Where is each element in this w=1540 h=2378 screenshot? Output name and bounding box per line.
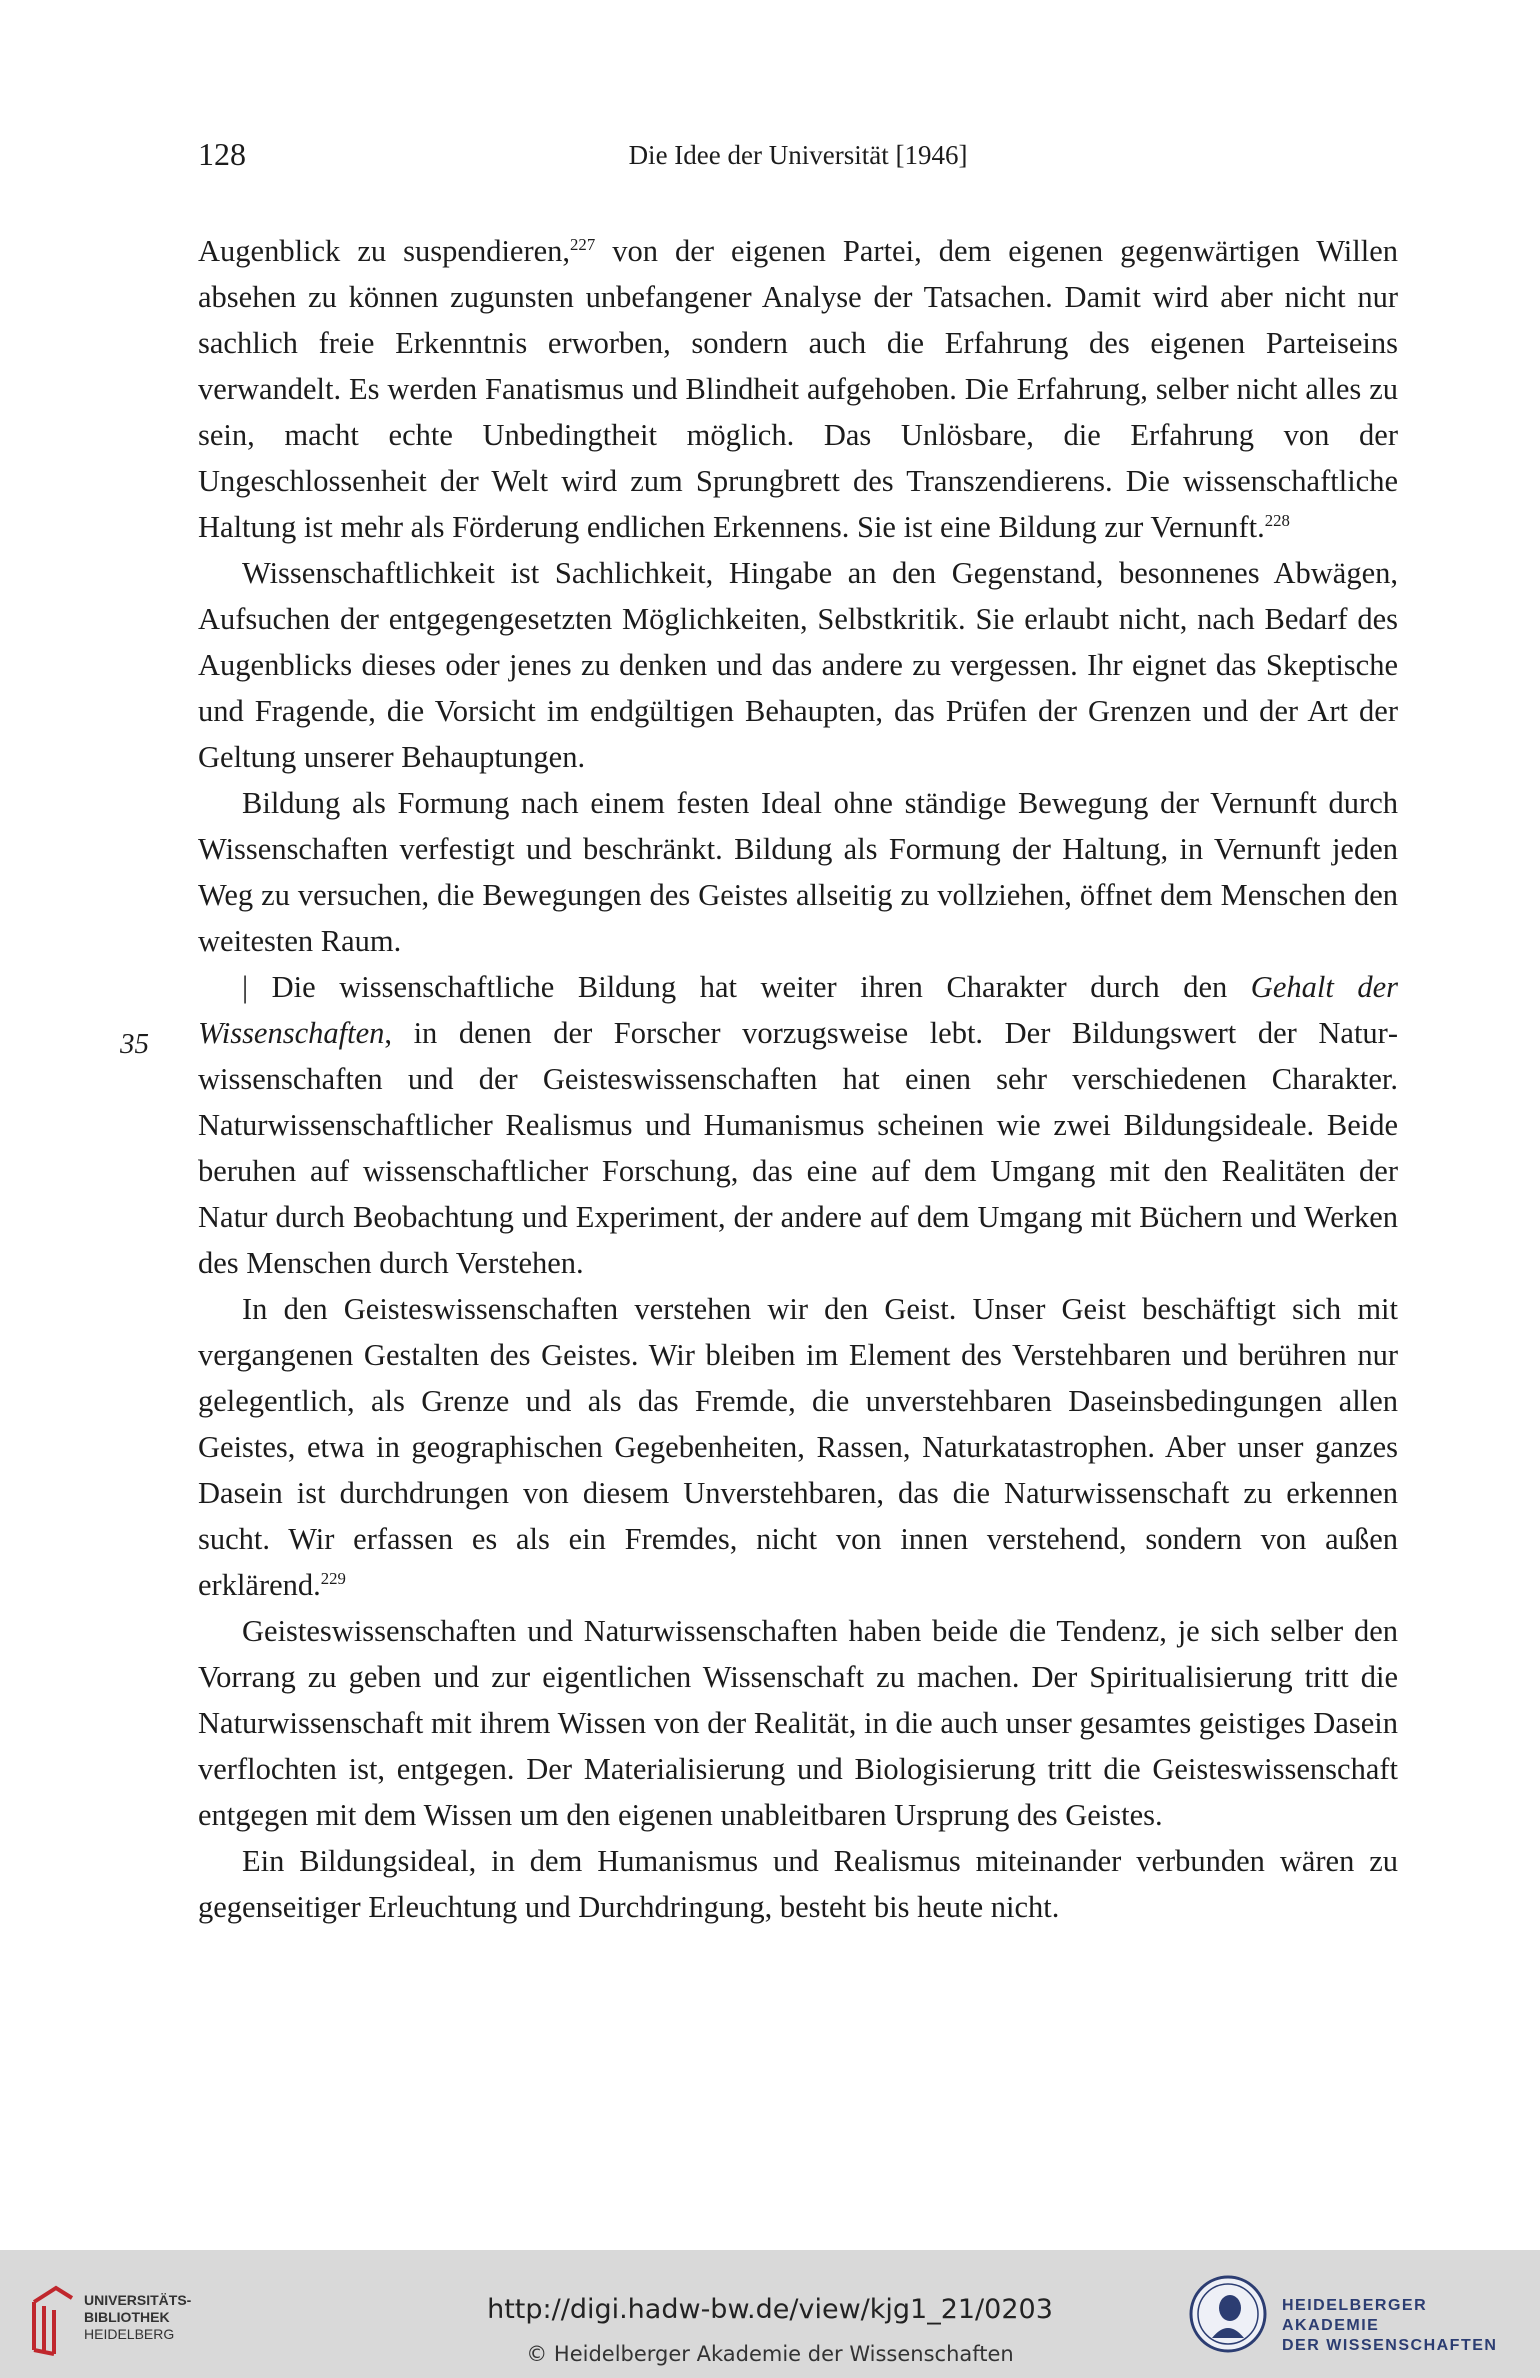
running-head xyxy=(198,136,1398,176)
footnote-ref: 227 xyxy=(570,235,596,255)
page-number: 128 xyxy=(198,136,246,172)
logo-line: DER WISSENSCHAFTEN xyxy=(1282,2337,1498,2354)
margin-line-number: 35 xyxy=(120,1028,149,1060)
paragraph: Bildung als Formung nach einem festen Ideal ohne ständige Bewegung der Vernunft durch Wissenschaften verfestigt und beschränkt. Bildung als Formung der Haltung, in Vernunft jeden Weg zu versuchen, die Bewegungen des Geistes allseitig zu vollziehen, öffnet dem Menschen den weitesten Raum. xyxy=(198,786,1398,958)
body-text xyxy=(198,228,1398,1930)
paragraph xyxy=(198,964,1398,1286)
logo-line: UNIVERSITÄTS- xyxy=(84,2292,192,2308)
paragraph xyxy=(198,228,1398,550)
text-run: , in denen der Forscher vorzugsweise lebt. Der Bildungswert der Naturwissenschaften und der Geisteswissenschaften hat einen sehr verschiedenen Charakter. Naturwissenschaftlicher Realismus und Humanismus scheinen wie zwei Bildungsideale. Beide beruhen auf wissenschaftlicher Forschung, das eine auf dem Umgang mit den Realitäten der Natur durch Beobachtung und Experiment, der andere auf dem Umgang mit Büchern und Werken des Menschen durch Verstehen. xyxy=(198,1016,1398,1280)
logo-line: BIBLIOTHEK xyxy=(84,2309,170,2325)
logo-line: HEIDELBERGER AKADEMIE xyxy=(1282,2297,1428,2334)
text-run: | Die wissenschaftliche Bildung hat weiter ihren Charakter durch den xyxy=(242,970,1251,1004)
paragraph: Geisteswissenschaften und Naturwissenschaften haben beide die Tendenz, je sich selber den Vorrang zu geben und zur eigentlichen Wissenschaft zu machen. Der Spiritualisierung tritt die Naturwissenschaft mit ihrem Wissen von der Realität, in die auch unser gesamtes geistiges Dasein verflochten ist, entgegen. Der Materialisierung und Biologisierung tritt die Geisteswissenschaft entgegen mit dem Wissen um den eigenen unableitbaren Ursprung des Geistes. xyxy=(198,1614,1398,1832)
source-url-link[interactable]: http://digi.hadw-bw.de/view/kjg1_21/0203 xyxy=(487,2294,1053,2325)
footer-bar xyxy=(0,2250,1540,2378)
copyright-notice: © Heidelberger Akademie der Wissenschaften xyxy=(526,2342,1014,2366)
academy-seal-icon xyxy=(1188,2274,1268,2354)
logo-line: HEIDELBERG xyxy=(84,2326,175,2342)
running-title: Die Idee der Universität [1946] xyxy=(628,140,968,170)
paragraph: Ein Bildungsideal, in dem Humanismus und Realismus miteinander verbunden wären zu gegenseitiger Erleuchtung und Durchdringung, besteht bis heute nicht. xyxy=(198,1844,1398,1924)
emphasis-text: Gehalt der Wissenschaften xyxy=(198,970,1399,1050)
footnote-ref: 229 xyxy=(320,1569,346,1589)
text-run: Augenblick zu suspendieren, xyxy=(198,234,571,268)
text-run: von der eigenen Partei, dem eigenen gegenwärtigen Willen absehen zu können zugunsten unbefangener Analyse der Tatsachen. Damit wird aber nicht nur sachlich freie Erkenntnis erworben, sondern auch die Erfahrung des eigenen Parteiseins verwandelt. Es werden Fanatismus und Blindheit aufgehoben. Die Erfahrung, selber nicht alles zu sein, macht echte Unbedingtheit möglich. Das Unlösbare, die Erfahrung von der Ungeschlossenheit der Welt wird zum Sprungbrett des Transzendierens. Die wissenschaftliche Haltung ist mehr als Förderung endlichen Erkennens. Sie ist eine Bildung zur Vernunft. xyxy=(198,234,1398,544)
paragraph xyxy=(198,1286,1398,1608)
footnote-ref: 228 xyxy=(1264,511,1290,531)
text-run: In den Geisteswissenschaften verstehen wir den Geist. Unser Geist beschäftigt sich mit vergangenen Gestalten des Geistes. Wir bleiben im Element des Verstehbaren und berühren nur gelegentlich, als Grenze und als das Fremde, die unverstehbaren Daseinsbedingungen allen Geistes, etwa in geographischen Gegebenheiten, Rassen, Naturkatastrophen. Aber unser ganzes Dasein ist durchdrungen von diesem Unverstehbaren, das die Naturwissenschaft zu erkennen sucht. Wir erfassen es als ein Fremdes, nicht von innen verstehend, sondern von außen erklärend. xyxy=(198,1292,1398,1602)
academy-logo[interactable] xyxy=(1188,2274,1528,2358)
paragraph: Wissenschaftlichkeit ist Sachlichkeit, Hingabe an den Gegenstand, besonnenes Abwägen, Aufsuchen der entgegengesetzten Möglichkeiten, Selbstkritik. Sie erlaubt nicht, nach Bedarf des Augenblicks dieses oder jenes zu denken und das andere zu vergessen. Ihr eignet das Skeptische und Fragende, die Vorsicht im endgültigen Behaupten, das Prüfen der Grenzen und der Art der Geltung unserer Behauptungen. xyxy=(198,556,1398,774)
